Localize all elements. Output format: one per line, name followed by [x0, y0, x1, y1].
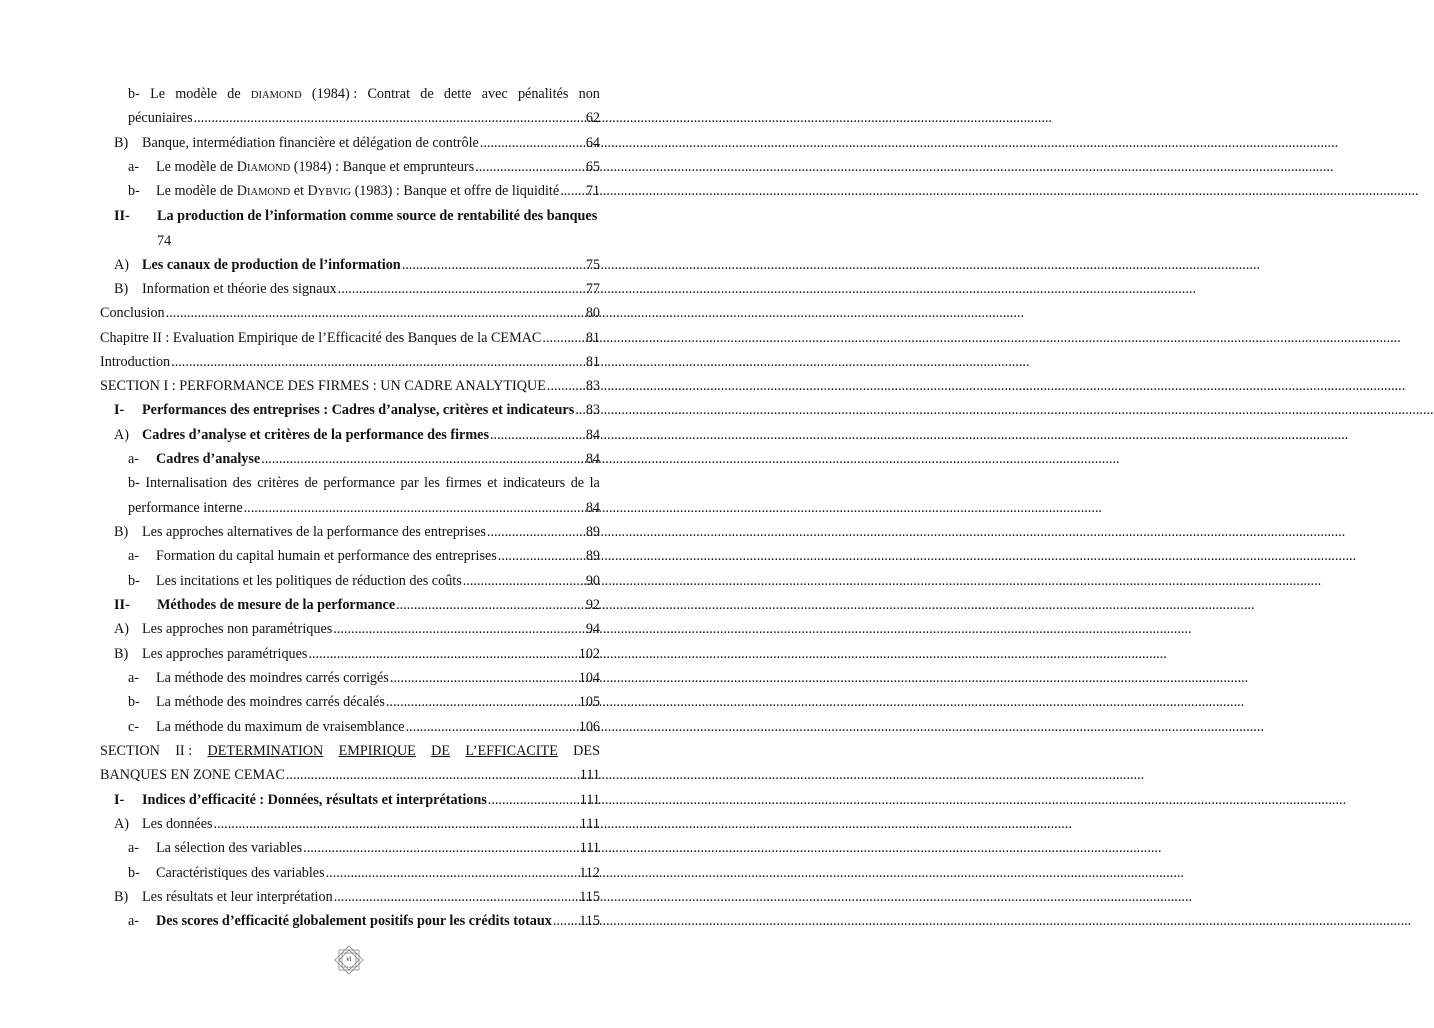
toc-entry: a- La méthode des moindres carrés corrigés ..... 104	[128, 670, 600, 687]
toc-entry: b- Le modèle de DIAMOND et DYBVIG (1983) : Banque et offre de liquidité ..... 71	[128, 183, 600, 201]
page-number: 104	[578, 670, 600, 686]
toc-entry: SECTION I : PERFORMANCE DES FIRMES : UN CADRE ANALYTIQUE ..... 83	[100, 378, 600, 395]
page-number: 80	[585, 305, 600, 321]
toc-entry: B) Les approches paramétriques ..... 102	[114, 646, 600, 663]
page-number: 65	[585, 159, 600, 175]
toc-entry-continuation: performance interne ..... 84	[128, 500, 600, 517]
toc-entry: Introduction ..... 81	[100, 354, 600, 371]
toc-entry: II- Méthodes de mesure de la performance ..... 92	[114, 597, 600, 614]
page-number: 84	[585, 427, 600, 443]
page-number: 106	[578, 719, 600, 735]
page-number: 64	[585, 135, 600, 151]
page-number: 89	[585, 524, 600, 540]
page-number: 92	[585, 597, 600, 613]
toc-entry: a- Formation du capital humain et performance des entreprises ..... 89	[128, 548, 600, 565]
toc-entry: A) Les approches non paramétriques ..... 94	[114, 621, 600, 638]
page-number: 84	[585, 451, 600, 467]
toc-entry-continuation	[157, 233, 257, 250]
toc-entry: B) Les approches alternatives de la performance des entreprises ..... 89	[114, 524, 600, 541]
page-number: 62	[585, 110, 600, 126]
page-number: 75	[585, 257, 600, 273]
page-number: 77	[585, 281, 600, 297]
page-number: 112	[579, 865, 600, 881]
page-number: 102	[578, 646, 600, 662]
toc-entry-continuation: pécuniaires ..... 62	[128, 110, 600, 127]
toc-entry: B) Les résultats et leur interprétation ..... 115	[114, 889, 600, 906]
toc-entry: b- Internalisation des critères de performance par les firmes et indicateurs de la	[128, 475, 600, 491]
toc-entry: Chapitre II : Evaluation Empirique de l’Efficacité des Banques de la CEMAC ..... 81	[100, 330, 600, 347]
toc-entry: SECTION II : DETERMINATION EMPIRIQUE DE L’EFFICACITE DES	[100, 743, 600, 759]
toc-entry: B) Information et théorie des signaux ..... 77	[114, 281, 600, 298]
page-number: 115	[579, 889, 600, 905]
page-number: 105	[578, 694, 600, 710]
page-number: 83	[585, 402, 600, 418]
toc-entry: A) Cadres d’analyse et critères de la performance des firmes ..... 84	[114, 427, 600, 444]
toc-entry: Conclusion ..... 80	[100, 305, 600, 322]
page-number: 81	[585, 354, 600, 370]
page-number: 89	[585, 548, 600, 564]
toc-entry: b- Les incitations et les politiques de réduction des coûts ..... 90	[128, 573, 600, 590]
page-number: 84	[585, 500, 600, 516]
toc-entry: b- Le modèle de DIAMOND (1984) : Contrat de dette avec pénalités non	[128, 86, 600, 102]
toc-entry: a- Des scores d’efficacité globalement positifs pour les crédits totaux ..... 115	[128, 913, 600, 930]
toc-entry: A) Les données ..... 111	[114, 816, 600, 833]
toc-entry: A) Les canaux de production de l’information ..... 75	[114, 257, 600, 274]
toc-entry: B) Banque, intermédiation financière et délégation de contrôle ..... 64	[114, 135, 600, 152]
page-number: 74	[157, 233, 172, 249]
toc-entry: a- La sélection des variables ..... 111	[128, 840, 600, 857]
page-number: 115	[579, 913, 600, 929]
toc-entry: a- Le modèle de DIAMOND (1984) : Banque et emprunteurs ..... 65	[128, 159, 600, 177]
page-number: 111	[579, 792, 600, 808]
toc-entry: I- Indices d’efficacité : Données, résultats et interprétations ..... 111	[114, 792, 600, 809]
page-number: 111	[579, 816, 600, 832]
toc-entry: c- La méthode du maximum de vraisemblance ..... 106	[128, 719, 600, 736]
page-number: 111	[579, 767, 600, 783]
toc-entry-continuation: BANQUES EN ZONE CEMAC ..... 111	[100, 767, 600, 784]
page-number: 83	[585, 378, 600, 394]
toc-entry: b- La méthode des moindres carrés décalés ..... 105	[128, 694, 600, 711]
toc-entry: I- Performances des entreprises : Cadres d’analyse, critères et indicateurs ..... 83	[114, 402, 600, 419]
page-number: 71	[585, 183, 600, 199]
toc-entry: b- Caractéristiques des variables ..... 112	[128, 865, 600, 882]
footer-page-number: vi	[346, 955, 352, 963]
toc-entry: II- La production de l’information comme source de rentabilité des banques	[114, 208, 598, 224]
page-number: 81	[585, 330, 600, 346]
toc-entry: a- Cadres d’analyse ..... 84	[128, 451, 600, 468]
page-number: 90	[585, 573, 600, 589]
page-number: 111	[579, 840, 600, 856]
page-number: 94	[585, 621, 600, 637]
